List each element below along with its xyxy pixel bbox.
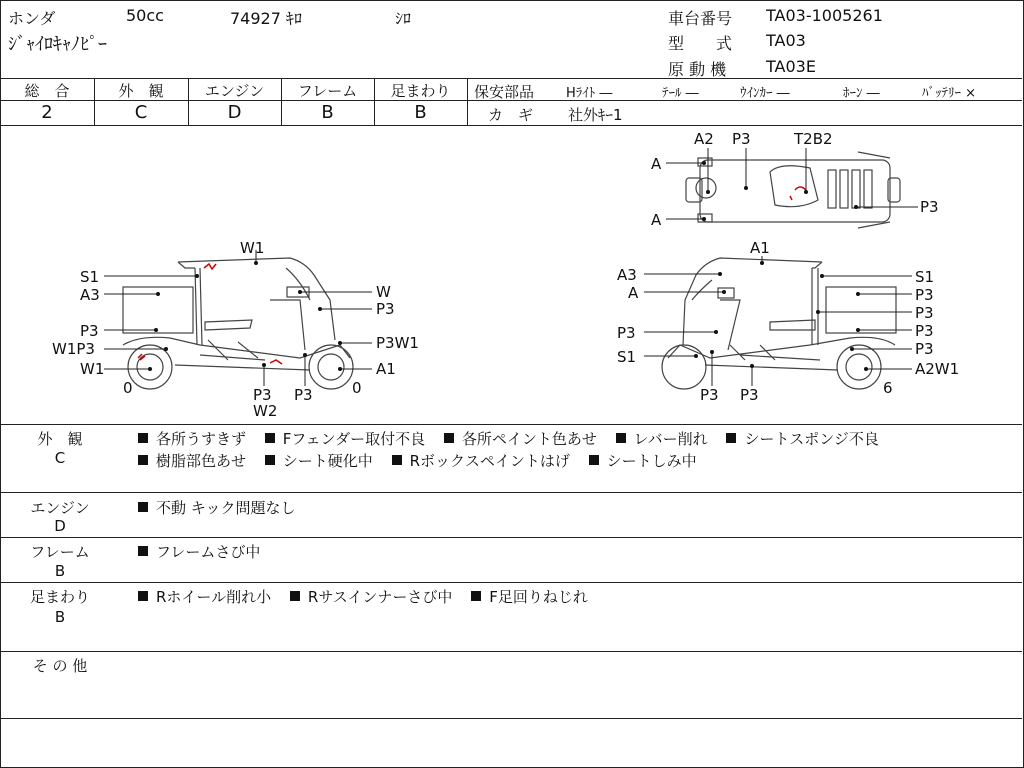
engine-value: TA03E [766, 57, 816, 76]
model-name: ｼﾞｬｲﾛｷｬﾉﾋﾟｰ [8, 34, 107, 55]
diagram-label: S1 [915, 268, 935, 286]
overall-value: 2 [41, 102, 53, 123]
suspension-label: 足まわり [390, 82, 451, 100]
note-item: 各所ペイント色あせ [461, 430, 597, 448]
diagram-label: P3 [253, 386, 272, 404]
divider [0, 537, 1022, 538]
type-label: 型 式 [668, 34, 733, 53]
note-line [138, 586, 602, 607]
section-grade-engine: D [54, 517, 66, 535]
safety-label: 保安部品 [474, 83, 535, 101]
section-label-exterior: 外 観 [37, 430, 83, 448]
diagram-label: P3W1 [376, 334, 419, 352]
engine-grade-label: エンジン [204, 82, 265, 100]
scooter-left-side-icon [123, 258, 353, 389]
section-grade-suspension: B [54, 608, 66, 626]
exterior-label: 外 観 [118, 82, 164, 100]
diagram-label: P3 [915, 340, 934, 358]
diagram-label: 0 [352, 379, 362, 397]
note-item: F足回りねじれ [489, 588, 588, 606]
divider [0, 582, 1022, 583]
safety-item: ｳｲﾝｶｰ ― [740, 86, 790, 101]
key-value: 社外ｷｰ1 [568, 106, 623, 124]
diagram-label: P3 [376, 300, 395, 318]
diagram-label: A1 [750, 239, 770, 257]
diagram-label: A [628, 284, 639, 302]
section-label-engine: エンジン [30, 499, 90, 517]
color: ｼﾛ [395, 9, 412, 28]
diagram-label: 0 [123, 379, 133, 397]
note-line [138, 450, 711, 471]
note-line [138, 497, 309, 518]
diagram-label: P3 [732, 130, 751, 148]
scooter-top-view-icon [686, 152, 900, 228]
note-item: Fフェンダー取付不良 [282, 430, 426, 448]
divider [0, 718, 1022, 719]
diagram-label: A2 [694, 130, 714, 148]
chassis-label: 車台番号 [668, 9, 733, 28]
diagram-label: P3 [700, 386, 719, 404]
divider [0, 100, 467, 101]
diagram-label: P3 [740, 386, 759, 404]
diagram-label: P3 [915, 322, 934, 340]
diagram-label: W2 [253, 402, 278, 420]
mileage: 74927 ｷﾛ [230, 9, 302, 28]
diagram-label: P3 [915, 286, 934, 304]
note-item: レバー削れ [633, 430, 708, 448]
key-label: カ ギ [488, 106, 534, 124]
note-item: シートしみ中 [606, 452, 697, 470]
diagram-label: A3 [80, 286, 100, 304]
divider [0, 424, 1022, 425]
note-item: Rボックスペイントはげ [409, 452, 570, 470]
divider [0, 78, 1022, 79]
engine-grade-value: D [227, 102, 242, 123]
diagram-label: P3 [80, 322, 99, 340]
safety-item: Hﾗｲﾄ ― [566, 86, 613, 101]
diagram-label: A2W1 [915, 360, 960, 378]
chassis-value: TA03-1005261 [766, 6, 883, 25]
diagram-label: P3 [920, 198, 939, 216]
note-item: 各所うすきず [156, 430, 247, 448]
diagram-label: S1 [617, 348, 637, 366]
note-line [138, 541, 274, 562]
note-item: Rサスインナーさび中 [307, 588, 453, 606]
overall-label: 総 合 [24, 82, 70, 100]
diagram-label: A [651, 155, 662, 173]
maker: ホンダ [8, 9, 56, 28]
damage-diagram [0, 126, 1022, 424]
diagram-label: A3 [617, 266, 637, 284]
note-item: 樹脂部色あせ [156, 452, 247, 470]
frame-label: フレーム [297, 82, 358, 100]
section-label-frame: フレーム [30, 543, 90, 561]
diagram-label: P3 [915, 304, 934, 322]
type-value: TA03 [766, 31, 806, 50]
suspension-value: B [414, 102, 427, 123]
frame-value: B [321, 102, 334, 123]
note-item: 不動 キック問題なし [156, 499, 296, 517]
note-item: シートスポンジ不良 [744, 430, 879, 448]
safety-item: ﾎｰﾝ ― [843, 86, 880, 101]
diagram-label: T2B2 [794, 130, 833, 148]
diagram-label: 6 [883, 379, 893, 397]
divider [0, 651, 1022, 652]
diagram-label: P3 [617, 324, 636, 342]
diagram-label: W1 [240, 239, 265, 257]
section-label-suspension: 足まわり [29, 588, 90, 606]
diagram-label: A [651, 211, 662, 229]
section-grade-frame: B [54, 562, 66, 580]
section-label-other: そ の 他 [32, 657, 88, 675]
note-line [138, 428, 893, 449]
note-item: Rホイール削れ小 [156, 588, 272, 606]
scooter-right-side-icon [662, 258, 896, 389]
safety-item: ﾊﾞｯﾃﾘｰ × [922, 86, 977, 101]
exterior-value: C [134, 102, 148, 123]
displacement: 50cc [126, 6, 164, 25]
divider [467, 78, 468, 125]
note-item: シート硬化中 [282, 452, 373, 470]
safety-item: ﾃｰﾙ ― [662, 86, 699, 101]
diagram-label: W [376, 283, 391, 301]
diagram-label: W1P3 [52, 340, 95, 358]
note-item: フレームさび中 [156, 543, 261, 561]
diagram-label: S1 [80, 268, 100, 286]
divider [0, 492, 1022, 493]
engine-label: 原 動 機 [668, 60, 727, 79]
diagram-label: W1 [80, 360, 105, 378]
section-grade-exterior: C [54, 449, 66, 467]
diagram-label: A1 [376, 360, 396, 378]
diagram-label: P3 [294, 386, 313, 404]
